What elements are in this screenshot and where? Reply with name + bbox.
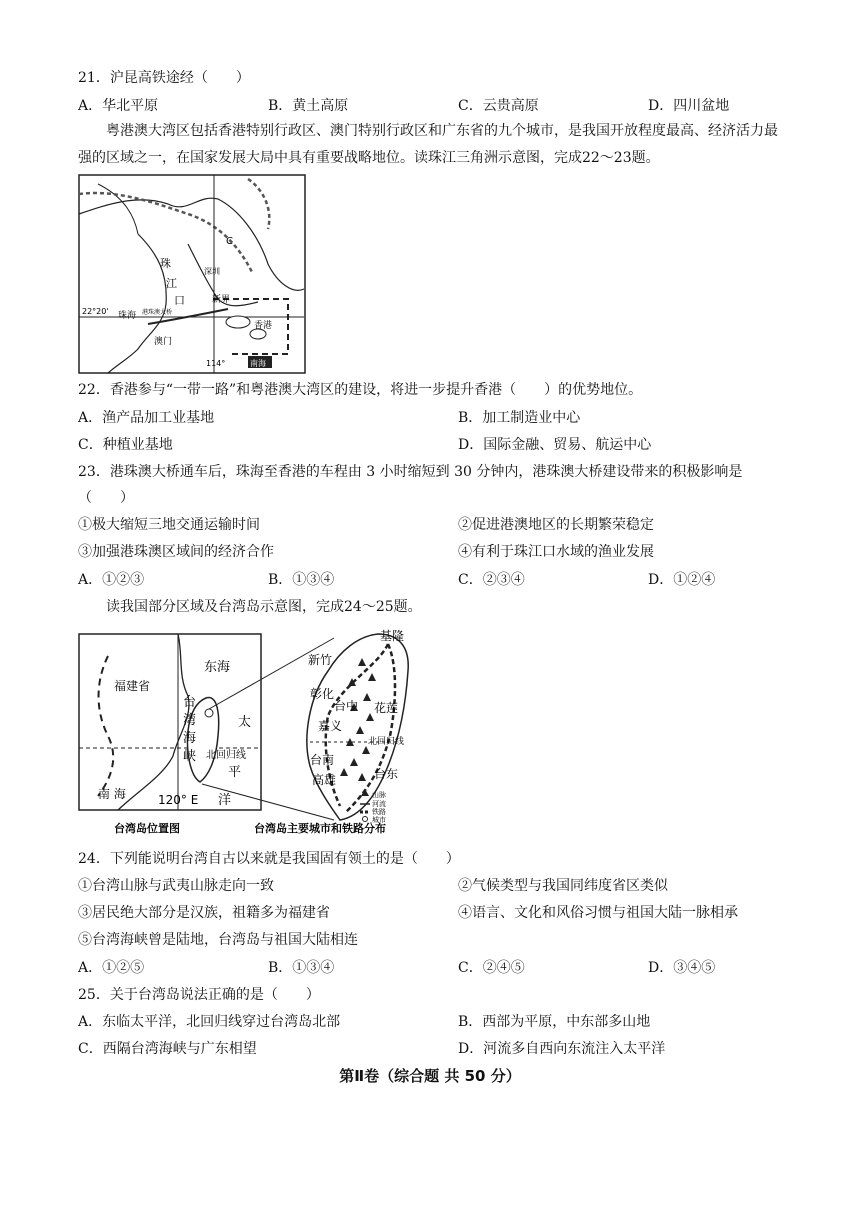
map1-label-xinjie: 新界: [212, 295, 231, 305]
q22-stem: 22．香港参与“一带一路”和粤港澳大湾区的建设，将进一步提升香港（ ）的优势地位。: [78, 382, 643, 398]
map2-legend-river: 河流: [372, 800, 386, 808]
map2-label-taichung: 台中: [334, 699, 359, 713]
map1-label-hongkong: 香港: [254, 321, 273, 331]
q24-option-b: B．①③④: [268, 960, 335, 976]
q24-statement-4: ④语言、文化和风俗习惯与祖国大陆一脉相承: [458, 905, 738, 921]
q24-option-d: D．③④⑤: [648, 960, 716, 976]
map2-legend-city: 城市: [372, 816, 386, 824]
q25-option-b: B．西部为平原，中东部多山地: [458, 1014, 651, 1030]
map2-label-tainan: 台南: [310, 753, 335, 767]
map1-label-lat: 22°20': [82, 307, 109, 316]
map2-label-ping: 平: [228, 765, 242, 780]
q23-stem-line2: （ ）: [78, 490, 134, 506]
intro-24-25: 读我国部分区域及台湾岛示意图，完成24～25题。: [106, 599, 422, 615]
map2-label-chiayi: 嘉义: [318, 719, 343, 733]
map1-label-south-sea: 南海: [250, 359, 266, 368]
map1-label-kou: 口: [174, 294, 185, 307]
map2-caption-left: 台湾岛位置图: [114, 822, 180, 835]
map2-label-taitung: 台东: [374, 767, 399, 781]
map2-label-xia: 峡: [183, 749, 197, 764]
q25-option-c: C．西隔台湾海峡与广东相望: [78, 1041, 257, 1057]
map2-label-lon: 120° E: [158, 793, 199, 807]
q23-option-d: D．①②④: [648, 572, 716, 588]
map1-label-zhu: 珠: [160, 257, 171, 270]
map2-label-tropic-left: 北回归线: [206, 750, 246, 761]
q21-stem: 21．沪昆高铁途经（ ）: [78, 70, 250, 86]
map1-label-bridge: 港珠澳大桥: [142, 309, 173, 316]
q22-option-a: A．渔产品加工业基地: [78, 410, 215, 426]
q21-option-a: A．华北平原: [78, 98, 159, 114]
q21-option-b: B．黄土高原: [268, 98, 349, 114]
q24-stem: 24．下列能说明台湾自古以来就是我国固有领土的是（ ）: [78, 851, 460, 867]
q23-option-a: A．①②③: [78, 572, 145, 588]
q25-option-d: D．河流多自西向东流注入太平洋: [458, 1041, 666, 1057]
q24-statement-2: ②气候类型与我国同纬度省区类似: [458, 878, 668, 894]
map2-label-changhua: 彰化: [310, 687, 335, 701]
map1-label-jiang: 江: [166, 277, 177, 290]
map2-label-hsinchu: 新竹: [308, 653, 333, 667]
taiwan-map: [78, 626, 438, 838]
q24-option-a: A．①②⑤: [78, 960, 145, 976]
q24-option-c: C．②④⑤: [458, 960, 525, 976]
section-2-title: 第Ⅱ卷（综合题 共 50 分）: [339, 1067, 521, 1085]
map2-label-hai: 海: [183, 731, 197, 746]
map1-label-macau: 澳门: [154, 337, 173, 347]
map2-legend-railway: 铁路: [372, 808, 386, 816]
map1-label-zhuhai: 珠海: [118, 311, 137, 321]
q23-statement-4: ④有利于珠江口水域的渔业发展: [458, 544, 654, 560]
q23-statement-2: ②促进港澳地区的长期繁荣稳定: [458, 517, 654, 533]
q23-option-c: C．②③④: [458, 572, 525, 588]
q22-option-b: B．加工制造业中心: [458, 410, 581, 426]
q22-option-d: D．国际金融、贸易、航运中心: [458, 437, 652, 453]
map1-label-c: C: [226, 236, 233, 247]
map1-label-shenzhen: 深圳: [204, 267, 220, 276]
map2-label-east-sea: 东海: [204, 660, 231, 675]
map2-label-south-sea: 南 海: [98, 787, 126, 801]
map2-label-tropic-right: 北回归线: [368, 737, 405, 747]
pearl-river-delta-map: [78, 174, 306, 374]
q23-statement-3: ③加强港珠澳区域间的经济合作: [78, 544, 274, 560]
map2-label-kaohsiung: 高雄: [312, 773, 337, 787]
map1-label-lon: 114°: [206, 359, 226, 368]
map2-label-yang: 洋: [218, 793, 232, 808]
map2-caption-right: 台湾岛主要城市和铁路分布: [254, 822, 386, 835]
map2-label-tai2: 太: [238, 715, 252, 730]
intro-22-23: 粤港澳大湾区包括香港特别行政区、澳门特别行政区和广东省的九个城市，是我国开放程度最高、经济活力最强的区域之一，在国家发展大局中具有重要战略地位。读珠江三角洲示意图，完成22～23题。: [78, 123, 778, 166]
q21-option-d: D．四川盆地: [648, 98, 730, 114]
map2-label-tai: 台: [183, 695, 197, 710]
q21-option-c: C．云贵高原: [458, 98, 539, 114]
map2-legend-mountain: 山脉: [372, 791, 386, 799]
map2-label-keelung: 基隆: [380, 629, 405, 643]
q23-option-b: B．①③④: [268, 572, 335, 588]
q24-statement-1: ①台湾山脉与武夷山脉走向一致: [78, 878, 274, 894]
q24-statement-3: ③居民绝大部分是汉族，祖籍多为福建省: [78, 905, 330, 921]
q23-statement-1: ①极大缩短三地交通运输时间: [78, 517, 260, 533]
q23-stem-line1: 23．港珠澳大桥通车后，珠海至香港的车程由 3 小时缩短到 30 分钟内，港珠澳大桥建设带来的积极影响是: [78, 464, 743, 480]
q25-stem: 25．关于台湾岛说法正确的是（ ）: [78, 987, 320, 1003]
q22-option-c: C．种植业基地: [78, 437, 173, 453]
map2-label-hualien: 花莲: [374, 701, 399, 715]
q25-option-a: A．东临太平洋，北回归线穿过台湾岛北部: [78, 1014, 341, 1030]
q24-statement-5: ⑤台湾海峡曾是陆地，台湾岛与祖国大陆相连: [78, 932, 358, 948]
map2-label-fujian: 福建省: [114, 679, 151, 693]
map2-label-wan: 湾: [183, 713, 197, 728]
